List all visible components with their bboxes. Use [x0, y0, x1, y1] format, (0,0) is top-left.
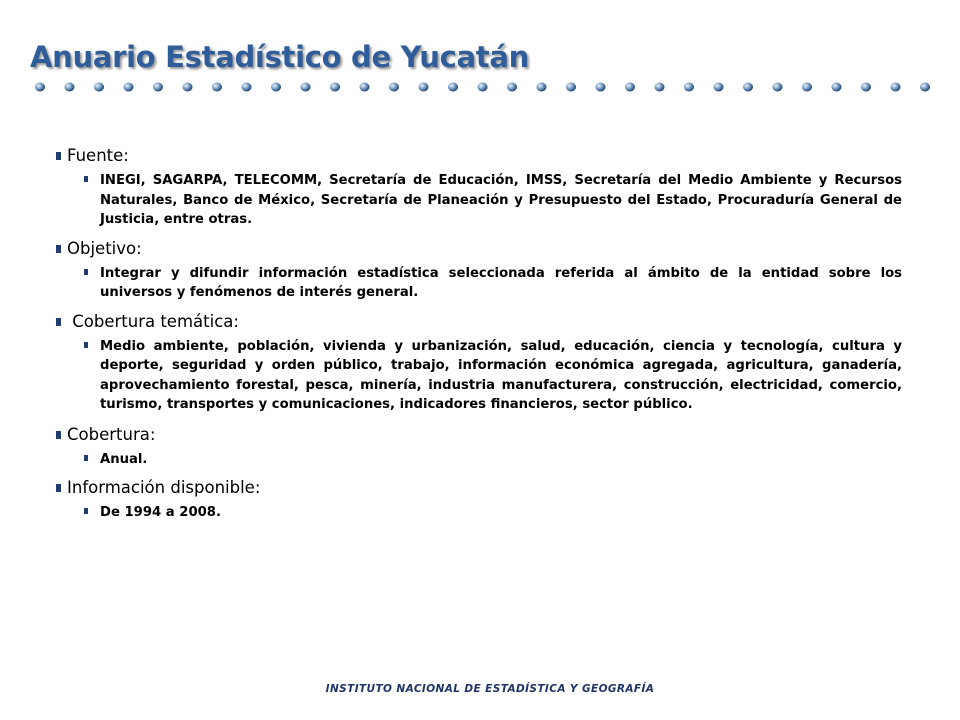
divider-dot [920, 83, 930, 92]
divider-dot [743, 83, 753, 92]
divider-dot [35, 83, 45, 92]
divider-dot [832, 83, 842, 92]
divider-dot [389, 83, 399, 92]
section-informacion-disponible [56, 478, 902, 497]
section-heading: Objetivo: [67, 238, 142, 258]
square-bullet-icon [56, 484, 61, 492]
divider-dot [566, 83, 576, 92]
section-heading: Fuente: [67, 146, 129, 165]
divider-dot [448, 83, 458, 92]
square-bullet-icon [84, 342, 88, 348]
section-objetivo [56, 239, 902, 258]
section-cobertura-tematica [56, 312, 902, 331]
divider-dot [891, 83, 901, 92]
square-bullet-icon [56, 152, 61, 160]
list-item: Anual. [56, 450, 902, 470]
section-cobertura [56, 425, 902, 444]
section-heading: Cobertura temática: [67, 311, 239, 331]
page-title: Anuario Estadístico de Yucatán [30, 40, 529, 74]
divider-dot [478, 83, 488, 92]
square-bullet-icon [84, 455, 88, 461]
divider-dot [625, 83, 635, 92]
list-item: Medio ambiente, población, vivienda y urbanización, salud, educación, ciencia y tecnología, cultura y deporte, seguridad y orden público, trabajo, información económica agregada, agricultura, ganadería, aprovechamiento forestal, pesca, minería, industria manufacturera, construcción, electricidad, comercio, turismo, transportes y comunicaciones, indicadores financieros, sector público. [56, 337, 902, 415]
list-item: INEGI, SAGARPA, TELECOMM, Secretaría de Educación, IMSS, Secretaría del Medio Ambiente y Recursos Naturales, Banco de México, Secretaría de Planeación y Presupuesto del Estado, Procuraduría General de Justicia, entre otras. [56, 171, 902, 230]
divider-dot [507, 83, 517, 92]
divider-dot [360, 83, 370, 92]
square-bullet-icon [56, 318, 61, 326]
list-item: De 1994 a 2008. [56, 503, 902, 523]
divider-dot [596, 83, 606, 92]
divider-dot [802, 83, 812, 92]
divider-dot [861, 83, 871, 92]
square-bullet-icon [84, 508, 88, 514]
divider-dot [714, 83, 724, 92]
section-heading: Información disponible: [67, 478, 261, 498]
content-list [56, 146, 902, 523]
divider-dot [153, 83, 163, 92]
divider-dot [684, 83, 694, 92]
divider-dot [330, 83, 340, 92]
square-bullet-icon [84, 176, 88, 182]
section-heading: Cobertura: [67, 424, 156, 444]
title-dot-divider [26, 78, 936, 96]
divider-dot [124, 83, 134, 92]
divider-dot [183, 83, 193, 92]
footer-institution: INSTITUTO NACIONAL DE ESTADÍSTICA Y GEOGRAFÍA [325, 683, 655, 695]
section-fuente [56, 146, 902, 165]
divider-dot [537, 83, 547, 92]
divider-dot [419, 83, 429, 92]
divider-dot [242, 83, 252, 92]
divider-dot [773, 83, 783, 92]
divider-dot [271, 83, 281, 92]
divider-dot [94, 83, 104, 92]
divider-dot [65, 83, 75, 92]
square-bullet-icon [56, 245, 61, 253]
square-bullet-icon [56, 431, 61, 439]
square-bullet-icon [84, 269, 88, 275]
list-item: Integrar y difundir información estadística seleccionada referida al ámbito de la entidad sobre los universos y fenómenos de interés general. [56, 264, 902, 303]
divider-dot [212, 83, 222, 92]
divider-dot [301, 83, 311, 92]
divider-dot [655, 83, 665, 92]
